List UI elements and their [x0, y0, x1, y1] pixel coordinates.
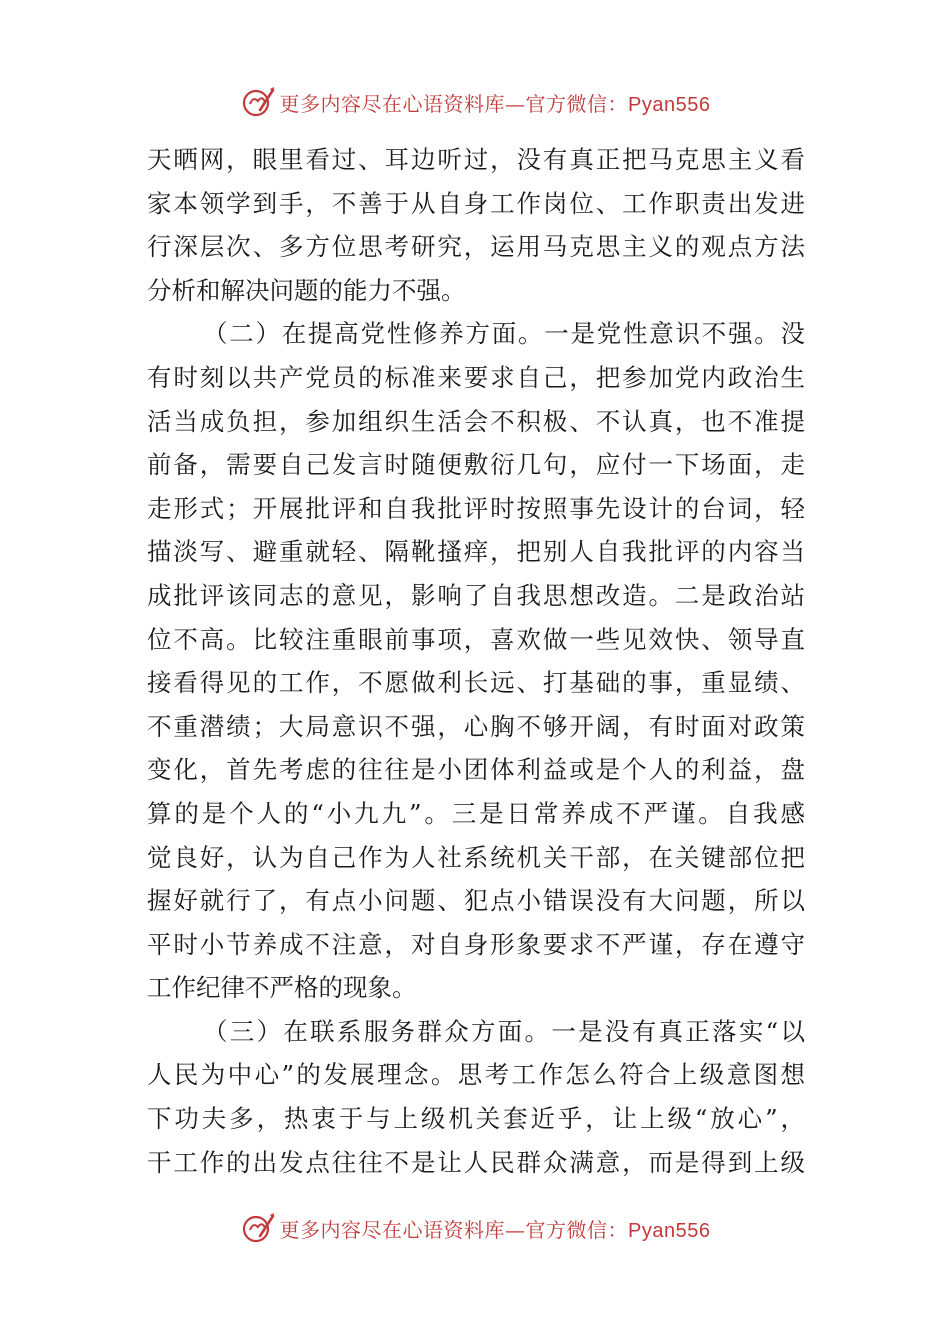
paragraph-start-line: （三）在联系服务群众方面。一是没有真正落实“以 [203, 1016, 805, 1046]
text-line: 工作纪律不严格的现象。 [147, 973, 417, 1003]
watermark-text [280, 88, 711, 117]
text-line: 天晒网，眼里看过、耳边听过，没有真正把马克思主义看 [147, 145, 805, 174]
watermark-prefix: 更多内容尽在心语资料库—官方微信： [279, 91, 629, 116]
watermark-wechat-id: Pyan556 [628, 1219, 711, 1242]
text-line: 接看得见的工作，不愿做利长远、打基础的事，重显绩、 [147, 668, 805, 698]
text-line: 下功夫多，热衷于与上级机关套近乎，让上级“放心”， [147, 1104, 805, 1134]
text-line: 变化，首先考虑的往往是小团体利益或是个人的利益，盘 [147, 755, 805, 785]
text-line: 活当成负担，参加组织生活会不积极、不认真，也不准提 [147, 406, 805, 436]
text-line: 走形式；开展批评和自我批评时按照事先设计的台词，轻 [147, 493, 805, 523]
text-line: 有时刻以共产党员的标准来要求自己，把参加党内政治生 [147, 362, 805, 392]
text-line: 握好就行了，有点小问题、犯点小错误没有大问题，所以 [147, 886, 805, 916]
pen-heart-logo-icon [240, 1210, 276, 1246]
pen-heart-logo-icon [240, 84, 276, 120]
header-watermark [0, 82, 950, 122]
text-line: 觉良好，认为自己作为人社系统机关干部，在关键部位把 [147, 842, 805, 872]
text-line: 行深层次、多方位思考研究，运用马克思主义的观点方法 [147, 232, 805, 262]
text-line: 不重潜绩；大局意识不强，心胸不够开阔，有时面对政策 [147, 711, 805, 741]
text-line: 算的是个人的“小九九”。三是日常养成不严谨。自我感 [147, 798, 805, 828]
watermark-text [280, 1214, 711, 1243]
watermark-prefix: 更多内容尽在心语资料库—官方微信： [279, 1217, 629, 1242]
document-body [147, 138, 805, 1184]
text-line: 成批评该同志的意见，影响了自我思想改造。二是政治站 [147, 580, 805, 610]
text-line: 描淡写、避重就轻、隔靴搔痒，把别人自我批评的内容当 [147, 537, 805, 567]
text-line: 前备，需要自己发言时随便敷衍几句，应付一下场面，走 [147, 450, 805, 480]
text-line: 位不高。比较注重眼前事项，喜欢做一些见效快、领导直 [147, 624, 805, 654]
footer-watermark [0, 1208, 950, 1248]
text-line: 家本领学到手，不善于从自身工作岗位、工作职责出发进 [147, 188, 805, 218]
text-line: 平时小节养成不注意，对自身形象要求不严谨，存在遵守 [147, 929, 805, 959]
text-line: 干工作的出发点往往不是让人民群众满意，而是得到上级 [147, 1147, 805, 1177]
text-line: 人民为中心”的发展理念。思考工作怎么符合上级意图想 [147, 1060, 805, 1090]
paragraph-start-line: （二）在提高党性修养方面。一是党性意识不强。没 [203, 319, 805, 349]
text-line: 分析和解决问题的能力不强。 [147, 275, 466, 305]
watermark-wechat-id: Pyan556 [628, 93, 711, 116]
